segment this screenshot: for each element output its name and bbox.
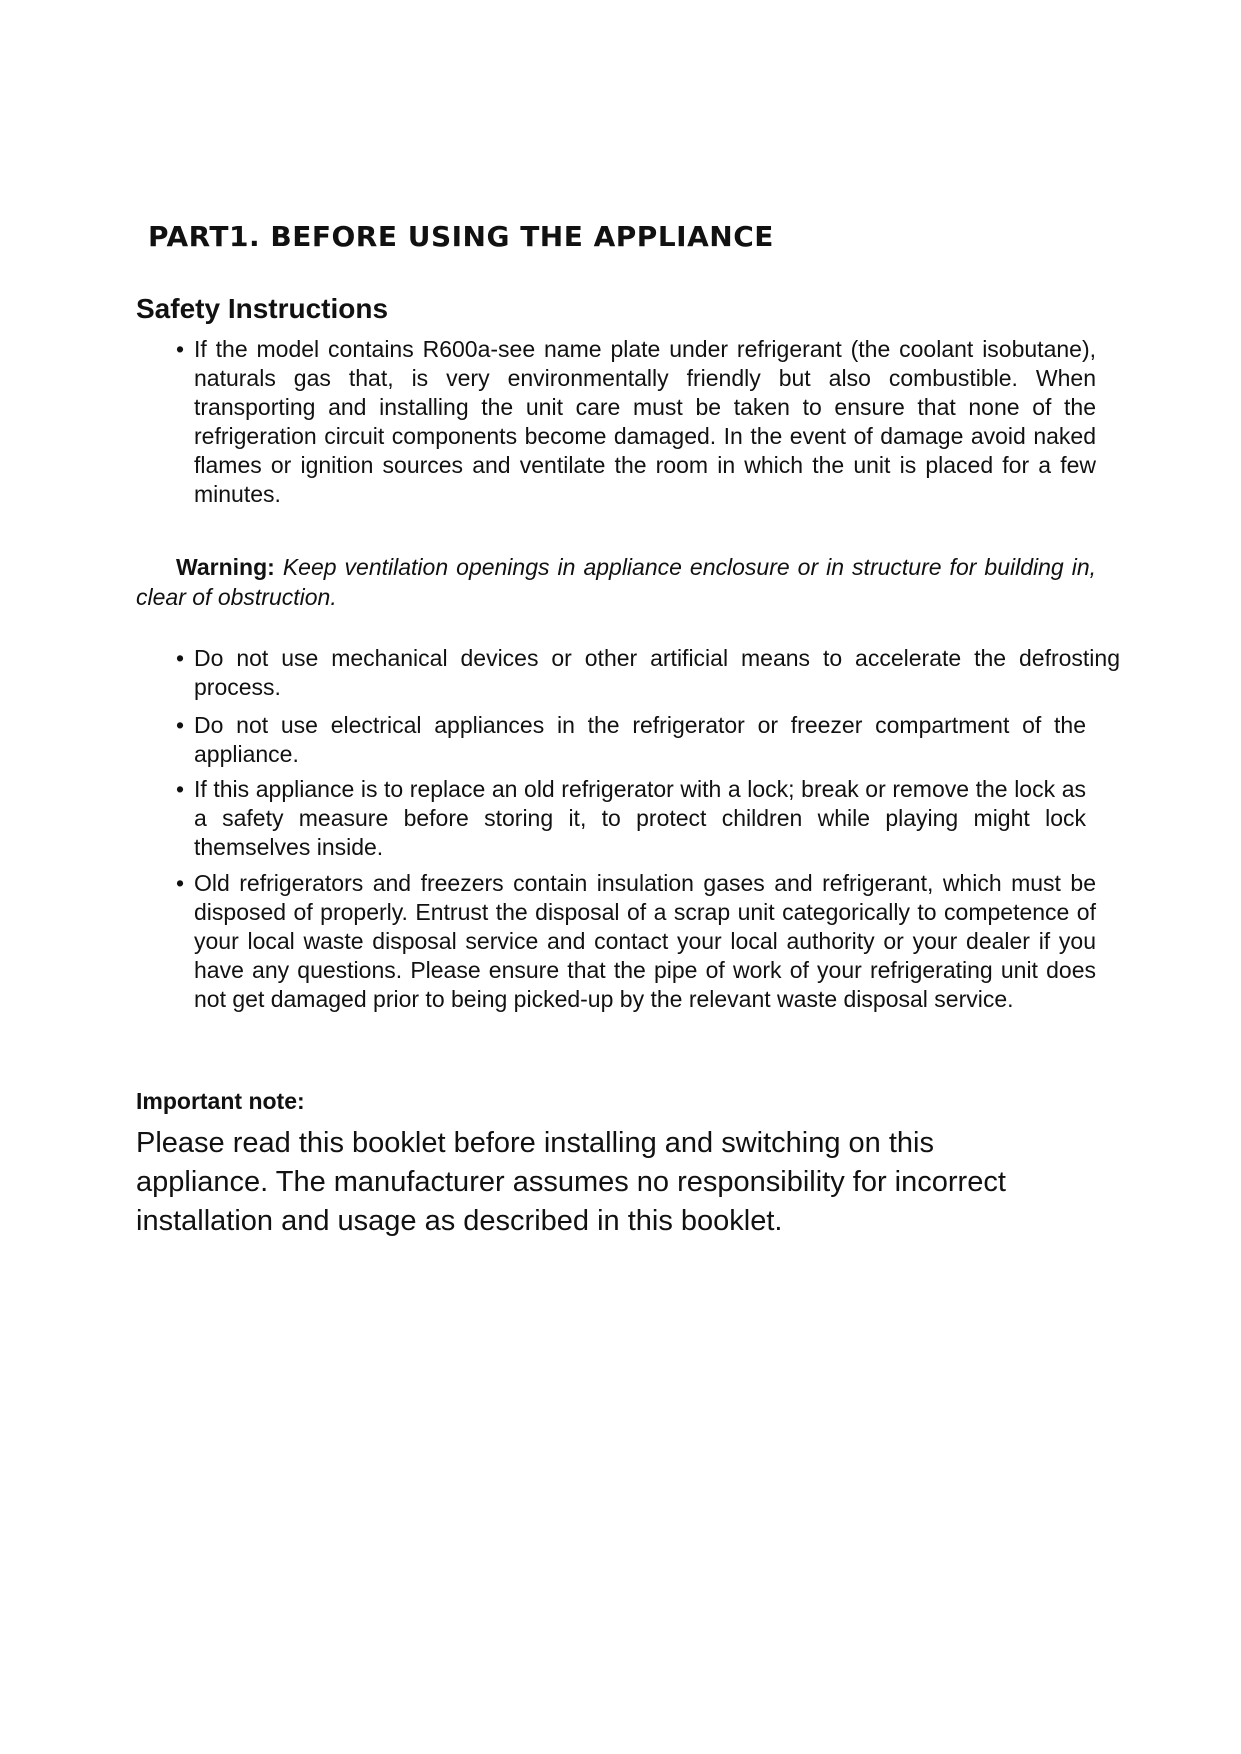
section-heading-safety: Safety Instructions xyxy=(136,293,389,324)
bullet-text: Do not use electrical appliances in the refrigerator or freezer compartment of the appliance. xyxy=(194,712,1086,767)
bullet-icon: • xyxy=(176,645,185,671)
important-note-body: Please read this booklet before installing and switching on this appliance. The manufacturer assumes no responsibility for incorrect installation and usage as described in this booklet. xyxy=(136,1127,1006,1237)
bullet-text: If this appliance is to replace an old refrigerator with a lock; break or remove the lock as a safety measure before storing it, to protect children while playing might lock themselves inside. xyxy=(194,776,1086,860)
bullet-icon: • xyxy=(176,712,185,738)
bullet-item-r600a xyxy=(176,335,1096,509)
bullet-text: Do not use mechanical devices or other artificial means to accelerate the defrosting process. xyxy=(194,645,1120,700)
bullet-item-electrical xyxy=(176,711,1086,769)
page-title: PART1. BEFORE USING THE APPLIANCE xyxy=(148,220,774,253)
bullet-icon: • xyxy=(176,776,185,802)
bullet-item-lock xyxy=(176,775,1086,862)
bullet-item-defrost xyxy=(176,644,1120,702)
bullet-icon: • xyxy=(176,336,185,362)
important-note-heading: Important note: xyxy=(136,1088,305,1114)
bullet-text: Old refrigerators and freezers contain insulation gases and refrigerant, which must be disposed of properly. Entrust the disposal of a scrap unit categorically to competence of your local waste disposal service and contact your local authority or your dealer if you have any questions. Please ensure that the pipe of work of your refrigerating unit does not get damaged prior to being picked-up by the relevant waste disposal service. xyxy=(194,870,1096,1012)
bullet-item-disposal xyxy=(176,869,1096,1014)
bullet-text: If the model contains R600a-see name plate under refrigerant (the coolant isobutane), naturals gas that, is very environmentally friendly but also combustible. When transporting and installing the unit care must be taken to ensure that none of the refrigeration circuit components become damaged. In the event of damage avoid naked flames or ignition sources and ventilate the room in which the unit is placed for a few minutes. xyxy=(194,336,1096,507)
warning-label: Warning: xyxy=(176,554,275,580)
warning-block xyxy=(136,552,1096,612)
warning-text: Keep ventilation openings in appliance enclosure or in structure for building in, clear of obstruction. xyxy=(136,554,1097,610)
bullet-icon: • xyxy=(176,870,185,896)
